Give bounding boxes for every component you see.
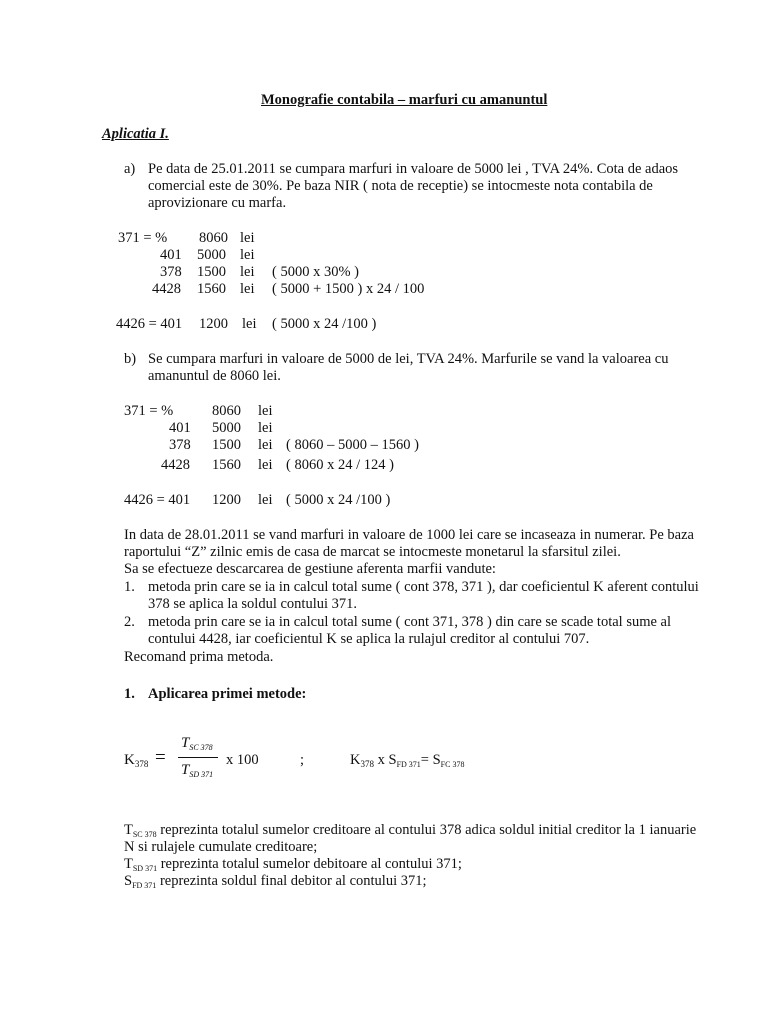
formula-numerator (181, 735, 213, 756)
formula-rhs-x: x S (373, 752, 397, 768)
definition-subscript: FD 371 (132, 881, 157, 890)
formula-rhs-s-sub: FD 371 (396, 760, 421, 769)
entry-unit: lei (240, 264, 255, 280)
formula-rhs-fc-sub: FC 378 (440, 760, 465, 769)
list-item-line: 378 se aplica la soldul contului 371. (148, 596, 358, 612)
formula-den-sub: SD 371 (189, 770, 214, 779)
list-item-line: metoda prin care se ia in calcul total sume ( cont 378, 371 ), dar coeficientul K aferent contului (148, 579, 699, 595)
entry-account: 4428 (161, 457, 190, 473)
definition-text: N si rulajele cumulate creditoare; (124, 839, 318, 855)
definition-text: reprezinta totalul sumelor debitoare al contului 371; (157, 856, 462, 872)
entry-unit: lei (258, 437, 273, 453)
paragraph-line: Sa se efectueze descarcarea de gestiune aferenta marfii vandute: (124, 561, 496, 577)
paragraph-line: amanuntul de 8060 lei. (148, 368, 281, 384)
entry-note: ( 5000 x 24 /100 ) (272, 316, 377, 332)
definition-symbol: T (124, 856, 133, 872)
definition-line (124, 873, 427, 894)
entry-unit: lei (258, 457, 273, 473)
list-number: 1. (124, 579, 135, 595)
definition-line (124, 839, 317, 856)
entry-note: ( 5000 + 1500 ) x 24 / 100 (272, 281, 425, 297)
paragraph-line: raportului “Z” zilnic emis de casa de marcat se intocmeste monetarul la sfarsitul zilei. (124, 544, 621, 560)
entry-unit: lei (242, 316, 257, 332)
fraction-bar (178, 757, 218, 758)
list-marker-a: a) (124, 161, 136, 177)
entry-account: 401 (160, 247, 182, 263)
definition-symbol: T (124, 822, 133, 838)
formula-rhs-eq: = S (420, 752, 441, 768)
formula-den-t: T (181, 762, 190, 778)
paragraph-line: aprovizionare cu marfa. (148, 195, 287, 211)
paragraph-line: Pe data de 25.01.2011 se cumpara marfuri in valoare de 5000 lei , TVA 24%. Cota de adaos (148, 161, 679, 177)
entry-amount: 1500 (212, 437, 241, 453)
formula-rhs-k: K (350, 752, 361, 768)
formula-num-t: T (181, 735, 190, 751)
entry-unit: lei (258, 492, 273, 508)
section-number: 1. (124, 686, 135, 702)
entry-amount: 1560 (212, 457, 241, 473)
paragraph-line: In data de 28.01.2011 se vand marfuri in valoare de 1000 lei care se incaseaza in numerar. Pe baza (124, 527, 694, 543)
definition-text: reprezinta soldul final debitor al contului 371; (156, 873, 427, 889)
section-heading-aplicatia: Aplicatia I. (102, 126, 169, 142)
formula-semicolon: ; (300, 752, 305, 768)
entry-unit: lei (240, 247, 255, 263)
entry-amount: 5000 (197, 247, 226, 263)
entry-note: ( 8060 x 24 / 124 ) (286, 457, 394, 473)
entry-account: 378 (160, 264, 182, 280)
entry-account: 4426 = 401 (116, 316, 183, 332)
entry-account: 4428 (152, 281, 181, 297)
entry-unit: lei (258, 420, 273, 436)
entry-amount: 8060 (199, 230, 228, 246)
paragraph-line: comercial este de 30%. Pe baza NIR ( nota de receptie) se intocmeste nota contabila de (148, 178, 653, 194)
entry-account: 4426 = 401 (124, 492, 191, 508)
definition-subscript: SD 371 (132, 864, 158, 873)
definition-text: reprezinta totalul sumelor creditoare al contului 378 adica soldul initial creditor la 1 ianuarie (156, 822, 697, 838)
formula-lhs (124, 752, 148, 773)
entry-amount: 5000 (212, 420, 241, 436)
formula-equals: = (155, 747, 166, 768)
formula-num-sub: SC 378 (189, 743, 213, 752)
entry-amount: 1560 (197, 281, 226, 297)
definition-symbol: S (124, 873, 133, 889)
entry-amount: 1200 (212, 492, 241, 508)
entry-account: 401 (169, 420, 191, 436)
entry-account: 378 (169, 437, 191, 453)
entry-unit: lei (240, 281, 255, 297)
entry-amount: 1200 (199, 316, 228, 332)
page-title: Monografie contabila – marfuri cu amanuntul (261, 92, 548, 108)
formula-denominator (181, 762, 213, 783)
entry-amount: 8060 (212, 403, 241, 419)
entry-account: 371 = % (124, 403, 174, 419)
formula-times-100: x 100 (226, 752, 259, 768)
formula-k: K (124, 752, 135, 768)
recommendation-text: Recomand prima metoda. (124, 649, 274, 665)
formula-rhs (350, 752, 464, 773)
entry-unit: lei (258, 403, 273, 419)
section-heading: Aplicarea primei metode: (148, 686, 307, 702)
entry-note: ( 5000 x 24 /100 ) (286, 492, 391, 508)
formula-rhs-k-sub: 378 (360, 759, 374, 769)
entry-amount: 1500 (197, 264, 226, 280)
list-item-line: metoda prin care se ia in calcul total sume ( cont 371, 378 ) din care se scade total sume al (148, 614, 672, 630)
list-marker-b: b) (124, 351, 137, 367)
list-item-line: contului 4428, iar coeficientul K se aplica la rulajul creditor al contului 707. (148, 631, 590, 647)
definition-subscript: SC 378 (132, 830, 157, 839)
entry-unit: lei (240, 230, 255, 246)
entry-note: ( 5000 x 30% ) (272, 264, 359, 280)
list-number: 2. (124, 614, 135, 630)
paragraph-line: Se cumpara marfuri in valoare de 5000 de lei, TVA 24%. Marfurile se vand la valoarea cu (148, 351, 669, 367)
formula-k-subscript: 378 (134, 759, 149, 769)
entry-note: ( 8060 – 5000 – 1560 ) (286, 437, 419, 453)
entry-account: 371 = % (118, 230, 168, 246)
